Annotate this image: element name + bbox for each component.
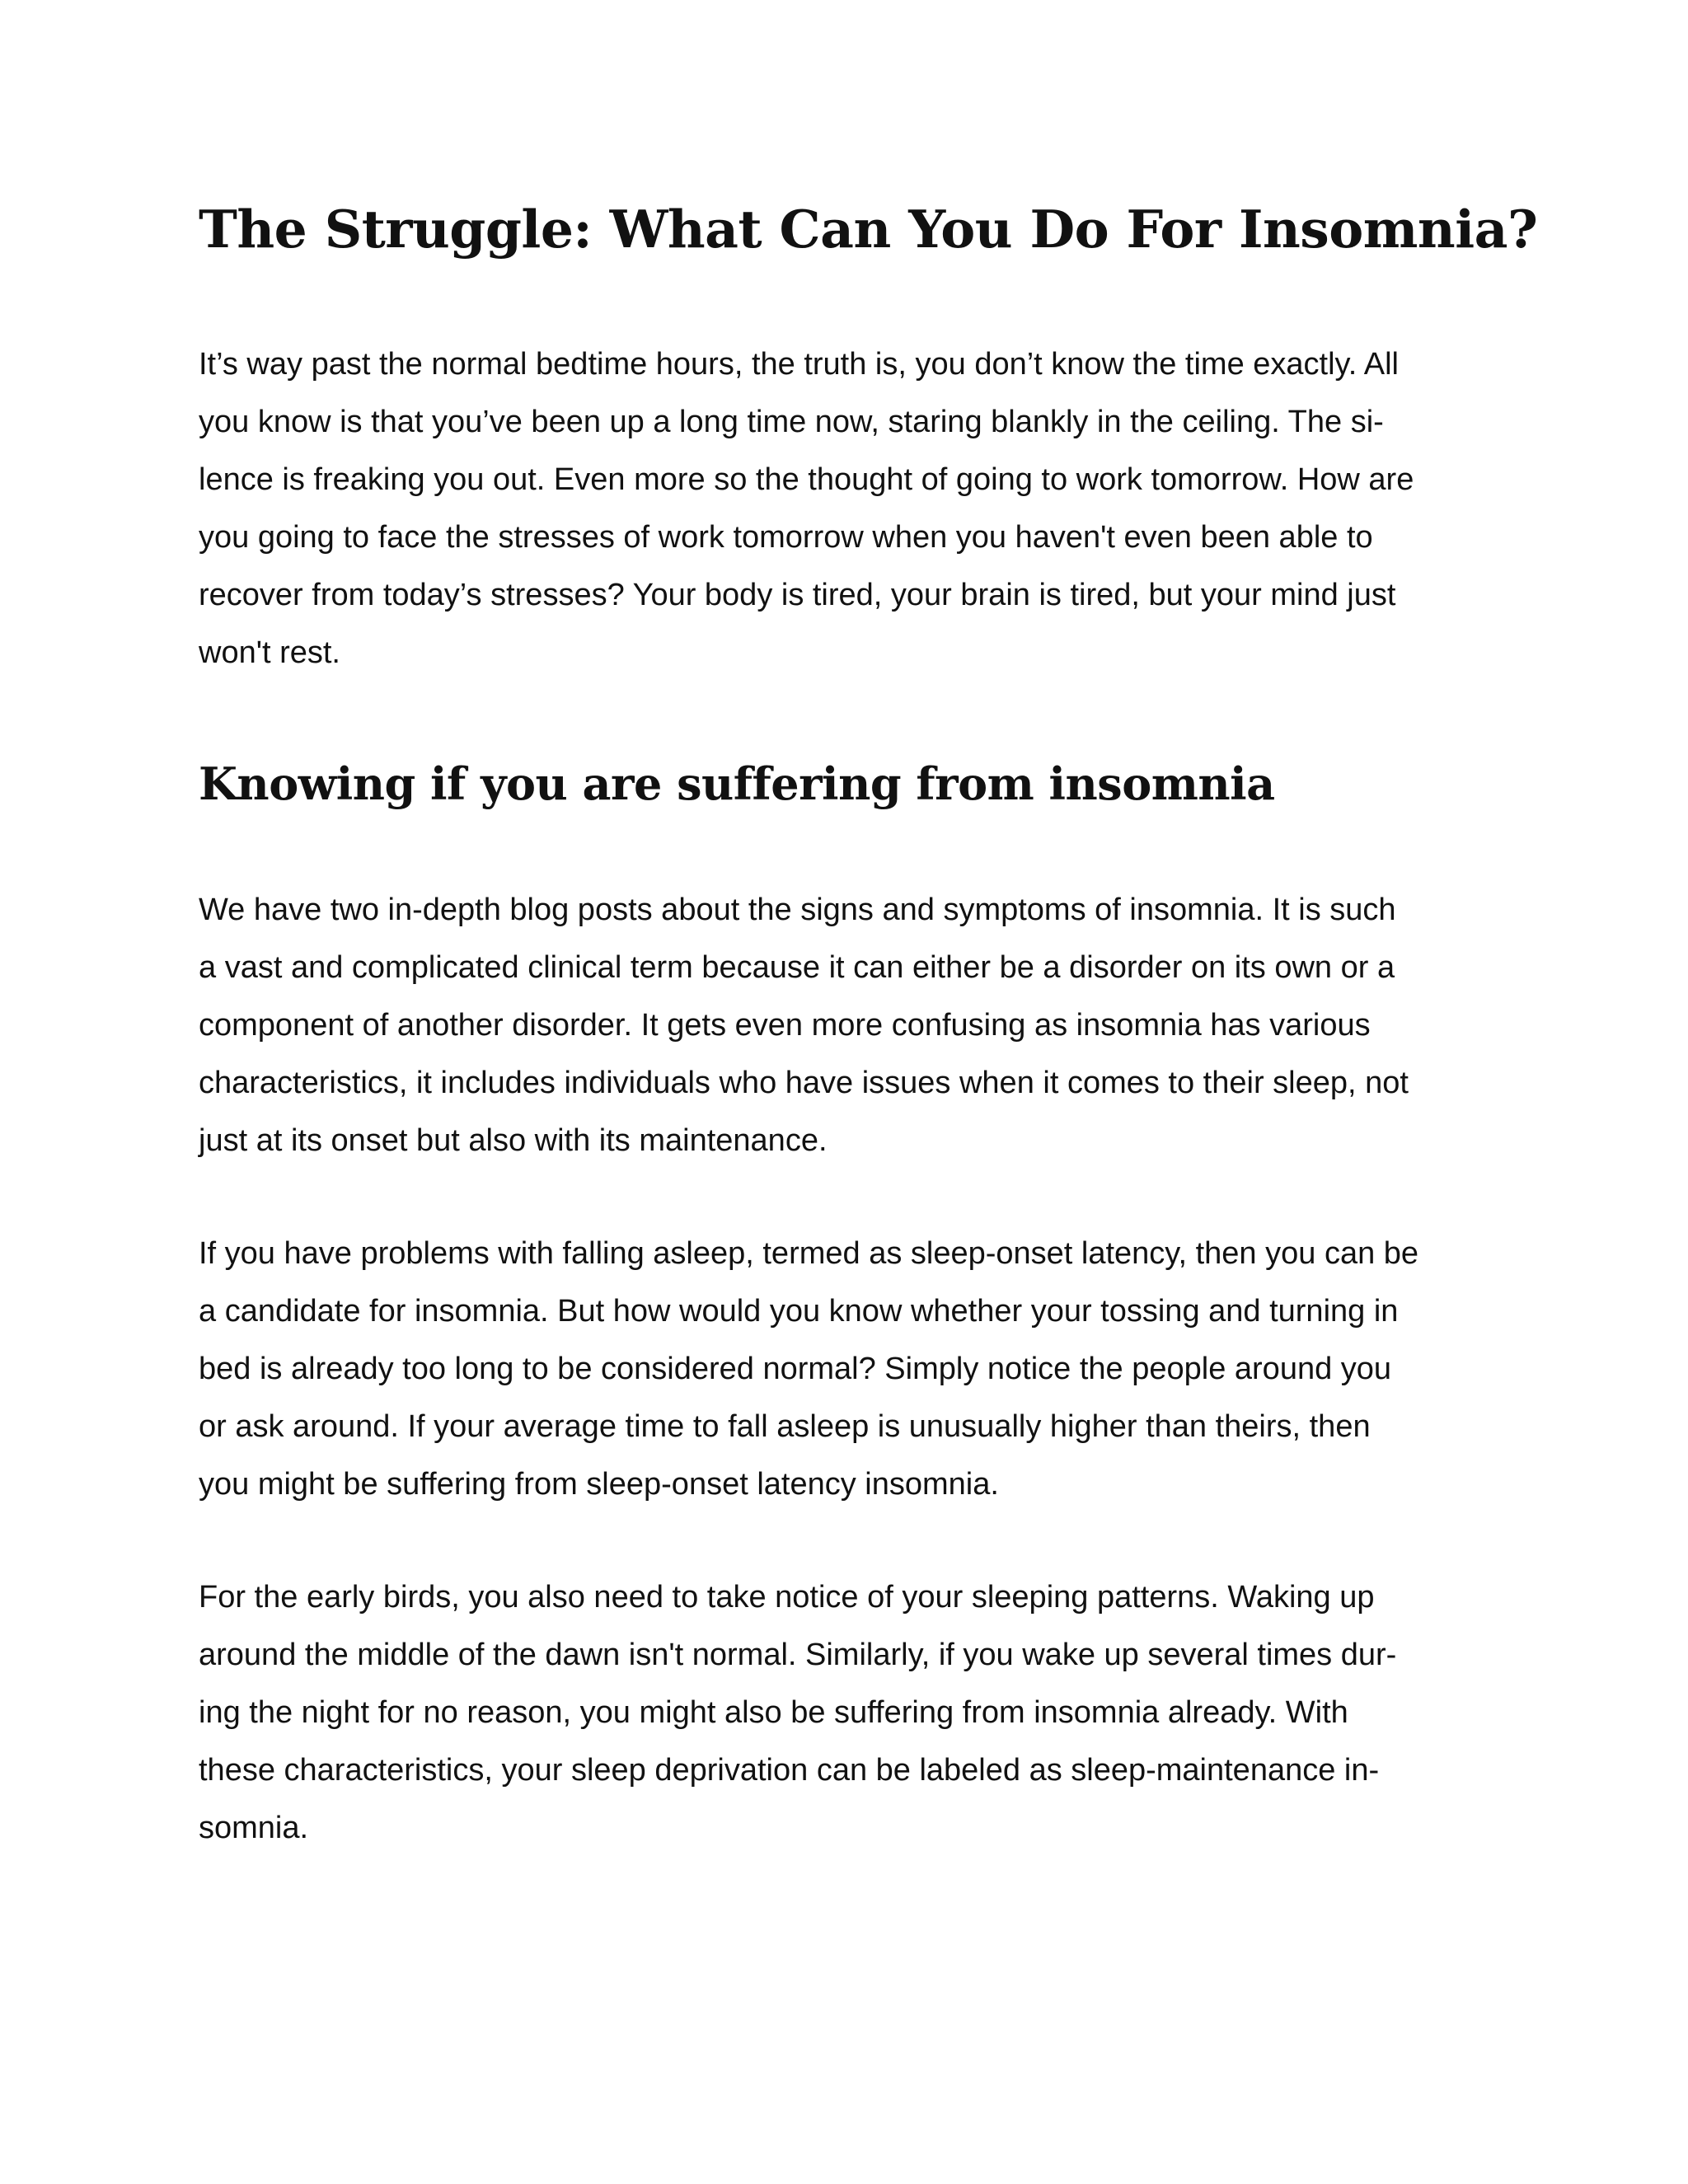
paragraph-line: lence is freaking you out. Even more so the thought of going to work tomorrow. How are (199, 462, 1414, 497)
paragraph-line: or ask around. If your average time to fall asleep is unusually higher than theirs, then (199, 1409, 1371, 1444)
paragraph-line: these characteristics, your sleep deprivation can be labeled as sleep-maintenance in- (199, 1753, 1380, 1788)
paragraph-line: We have two in-depth blog posts about the signs and symptoms of insomnia. It is such (199, 893, 1396, 927)
paragraph-line: bed is already too long to be considered normal? Simply notice the people around you (199, 1352, 1392, 1386)
paragraph-line: you going to face the stresses of work tomorrow when you haven't even been able to (199, 520, 1373, 555)
sleep-onset-paragraph (199, 1225, 1493, 1513)
paragraph-line: a vast and complicated clinical term because it can either be a disorder on its own or a (199, 950, 1395, 985)
page-title: The Struggle: What Can You Do For Insomnia? (199, 199, 1538, 260)
intro-paragraph (199, 335, 1493, 682)
paragraph-line: won't rest. (199, 635, 340, 670)
paragraph-line: a candidate for insomnia. But how would you know whether your tossing and turning in (199, 1294, 1399, 1329)
article-body (199, 190, 1538, 1857)
paragraph-line: you know is that you’ve been up a long time now, staring blankly in the ceiling. The si- (199, 405, 1384, 439)
paragraph-line: you might be suffering from sleep-onset latency insomnia. (199, 1467, 999, 1502)
paragraph-line: around the middle of the dawn isn't normal. Similarly, if you wake up several times dur- (199, 1638, 1397, 1672)
paragraph-line: component of another disorder. It gets even more confusing as insomnia has various (199, 1008, 1371, 1043)
paragraph-line: just at its onset but also with its maintenance. (199, 1123, 828, 1158)
paragraph-line: characteristics, it includes individuals who have issues when it comes to their sleep, not (199, 1066, 1409, 1100)
paragraph-line: For the early birds, you also need to take notice of your sleeping patterns. Waking up (199, 1580, 1375, 1615)
paragraph-line: ing the night for no reason, you might also be suffering from insomnia already. With (199, 1695, 1348, 1730)
sleep-maintenance-paragraph (199, 1568, 1493, 1857)
paragraph-line: recover from today’s stresses? Your body is tired, your brain is tired, but your mind just (199, 578, 1396, 612)
paragraph-line: somnia. (199, 1811, 309, 1845)
symptoms-paragraph (199, 881, 1493, 1169)
section-heading: Knowing if you are suffering from insomnia (199, 757, 1275, 810)
paragraph-line: If you have problems with falling asleep, termed as sleep-onset latency, then you can be (199, 1236, 1419, 1271)
paragraph-line: It’s way past the normal bedtime hours, the truth is, you don’t know the time exactly. All (199, 347, 1399, 382)
